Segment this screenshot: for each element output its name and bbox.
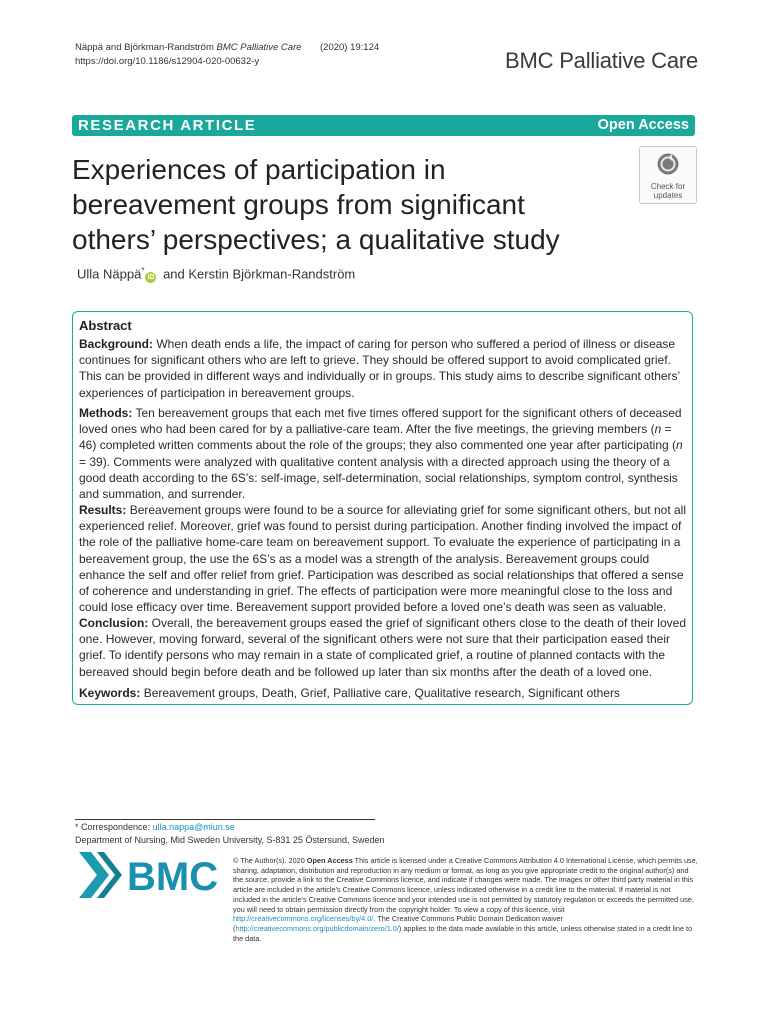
author-name[interactable]: Ulla Näppä bbox=[77, 266, 142, 282]
check-updates-label-2: updates bbox=[653, 191, 683, 200]
cc-by-license-link[interactable]: http://creativecommons.org/licenses/by/4.0/ bbox=[233, 914, 374, 924]
check-for-updates-button[interactable] bbox=[639, 146, 697, 204]
license-body: This article is licensed under a Creative Commons Attribution 4.0 International License, which permits use, sharing, adaptation, distribution and reproduction in any medium or format, as long as you give appropriate credit to the original author(s) and the source, provide a link to the Creative Commons licence, and indicate if changes were made. The images or other third party material in this article are included in the article's Creative Commons licence, unless indicated otherwise in a credit line to the material. If material is not included in the article's Creative Commons licence and your intended use is not permitted by statutory regulation or exceeds the permitted use, you will need to obtain permission directly from the copyright holder. To view a copy of this licence, visit bbox=[233, 856, 698, 914]
open-access-notice: Open Access bbox=[306, 856, 353, 865]
license-body: . The Creative Commons Public Domain Dedication waiver ( bbox=[233, 914, 563, 933]
abstract-keywords bbox=[79, 685, 687, 701]
correspondence-email-link[interactable]: ulla.nappa@miun.se bbox=[152, 822, 235, 832]
author-name[interactable]: and Kerstin Björkman-Randström bbox=[163, 266, 356, 282]
license-body: ) applies to the data made available in this article, unless otherwise stated in a credit line to the data. bbox=[233, 923, 693, 943]
abstract-background bbox=[79, 336, 687, 401]
results-label: Results: bbox=[79, 503, 127, 517]
citation-line bbox=[75, 42, 379, 53]
abstract-heading: Abstract bbox=[79, 318, 132, 333]
bmc-logo bbox=[77, 852, 219, 903]
keywords-label: Keywords: bbox=[79, 686, 141, 700]
license-text bbox=[233, 856, 699, 943]
methods-n-variable: n bbox=[676, 438, 683, 453]
orcid-icon[interactable]: iD bbox=[147, 274, 155, 282]
correspondence-line bbox=[75, 822, 235, 832]
results-text: Bereavement groups were found to be a source for alleviating grief for some significant others, but not all experienced relief. Moreover, grief was found to persist during participation. Another finding involved the impact of the role of the palliative home-care team on bereavement support. To evaluate the experience of participating in a bereavement group, the use the 6S’s as a model was a strength of the analysis. Bereavement groups could enhance the self and offer relief from grief. Participation was described as social relationships that offered a sense of coherence and understanding in grief. The effects of participation were more meaningful close to the loss and could lose efficacy over time. Bereavement support provided before a loved one’s death was seen as valuable. bbox=[79, 503, 686, 615]
abstract-methods bbox=[79, 405, 687, 502]
keywords-text: Bereavement groups, Death, Grief, Palliative care, Qualitative research, Significant others bbox=[143, 686, 620, 700]
abstract-conclusion bbox=[79, 615, 687, 680]
author-list bbox=[77, 266, 355, 283]
doi-link[interactable]: https://doi.org/10.1186/s12904-020-00632-y bbox=[75, 56, 260, 67]
background-label: Background: bbox=[79, 337, 154, 351]
article-title: Experiences of participation in bereavement groups from significant others’ perspectives; a qualitative study bbox=[72, 154, 560, 255]
methods-text: Ten bereavement groups that each met five times offered support for the significant others of deceased loved ones who had been cared for by a palliative-care team. After the five meetings, the grieving members ( bbox=[79, 406, 682, 437]
check-updates-icon bbox=[657, 152, 679, 178]
copyright-text: © The Author(s). 2020 bbox=[233, 856, 305, 865]
methods-label: Methods: bbox=[79, 406, 133, 420]
methods-n-value: = 39). bbox=[79, 454, 111, 469]
correspondence-label: * Correspondence: bbox=[75, 822, 151, 832]
abstract-results bbox=[79, 502, 687, 615]
article-type-banner bbox=[72, 115, 695, 136]
conclusion-text: Overall, the bereavement groups eased the grief of significant others close to the death of their loved one. However, moving forward, several of the significant others were not sure that their participation eased their grief. To identify persons who may remain in a state of complicated grief, a routine of planned contacts with the bereaved should begin before death and be followed up later than six months after the death of a loved one. bbox=[79, 616, 686, 679]
bmc-logo-text: BMC bbox=[127, 855, 219, 898]
open-access-label: Open Access bbox=[597, 117, 689, 133]
check-updates-label-1: Check for bbox=[650, 182, 686, 191]
citation-year-volume: (2020) 19:124 bbox=[320, 42, 380, 53]
article-type-label: RESEARCH ARTICLE bbox=[78, 117, 257, 134]
author-affiliation: Department of Nursing, Mid Sweden University, S-831 25 Östersund, Sweden bbox=[75, 835, 385, 845]
methods-n-value: = 46) bbox=[79, 422, 672, 453]
methods-n-variable: n bbox=[654, 422, 662, 437]
bmc-logo-mark bbox=[77, 852, 219, 898]
footnote-divider bbox=[75, 819, 375, 820]
journal-name: BMC Palliative Care bbox=[505, 48, 699, 73]
conclusion-label: Conclusion: bbox=[79, 616, 149, 630]
methods-text: Comments were analyzed with qualitative content analysis with a directed approach using the theory of a good death according to the 6S’s: self-image, self-determination, social relationships, symptom control, synthesis and summation, and surrender. bbox=[79, 454, 678, 502]
citation-journal: BMC Palliative Care bbox=[216, 42, 302, 53]
background-text: When death ends a life, the impact of caring for person who suffered a period of illness or disease continues for significant others who are left to grieve. They should be offered support to avoid complicated grief. This can be provided in different ways and individually or in groups. This study aims to describe significant others’ experiences of participation in bereavement groups. bbox=[79, 337, 680, 400]
corresponding-mark: * bbox=[141, 266, 145, 275]
methods-text: completed written comments about the role of the groups; they also commented one year after participating ( bbox=[99, 438, 676, 453]
cc0-waiver-link[interactable]: http://creativecommons.org/publicdomain/zero/1.0/ bbox=[235, 923, 399, 933]
citation-authors: Näppä and Björkman-Randström bbox=[75, 42, 214, 53]
